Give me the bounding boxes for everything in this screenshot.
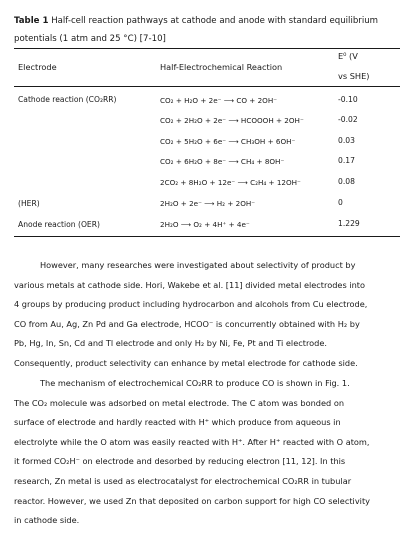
body-paragraph-1 [14, 256, 400, 374]
table-row-6-potential: 0 [338, 198, 343, 207]
table-row-5-potential: 0.08 [338, 177, 355, 186]
table-row-6-reaction: 2H₂O + 2e⁻ ⟶ H₂ + 2OH⁻ [160, 199, 256, 208]
table-row-1-potential: -0.10 [338, 95, 358, 104]
table-row-7-electrode: Anode reaction (OER) [18, 220, 100, 229]
table-header-rule [14, 86, 400, 87]
table-row-3-potential: 0.03 [338, 136, 355, 145]
header-reaction: Half-Electrochemical Reaction [160, 62, 283, 72]
paragraph-1-line-6: Consequently, product selectivity can enhance by metal electrode for cathode side. [14, 357, 358, 368]
table-row-1-electrode: Cathode reaction (CO₂RR) [18, 95, 117, 104]
paragraph-2-line-8: in cathode side. [14, 515, 80, 526]
table-row-7-potential: 1.229 [338, 219, 360, 228]
header-electrode: Electrode [18, 62, 57, 72]
table-row-3-reaction: CO₂ + 5H₂O + 6e⁻ ⟶ CH₃OH + 6OH⁻ [160, 137, 296, 146]
table-row-4-reaction: CO₂ + 6H₂O + 8e⁻ ⟶ CH₄ + 8OH⁻ [160, 157, 285, 166]
paragraph-1-line-5: Pb, Hg, In, Sn, Cd and Tl electrode and only H₂ by Ni, Fe, Pt and Ti electrode. [14, 338, 327, 349]
table-caption-text-2: potentials (1 atm and 25 °C) [7-10] [14, 34, 166, 44]
table-bottom-rule [14, 236, 400, 237]
header-potential-1: E⁰ (V [338, 51, 358, 61]
paragraph-1-line-3: 4 groups by producing product including hydrocarbon and alcohols from Cu electrode, [14, 299, 368, 310]
table-row-7-reaction: 2H₂O ⟶ O₂ + 4H⁺ + 4e⁻ [160, 220, 250, 229]
paragraph-2-line-5: it formed CO₂H⁻ on electrode and desorbed by reducing electron [11, 12]. In this [14, 456, 346, 467]
table-caption-text-1: Half-cell reaction pathways at cathode and anode with standard equilibrium [51, 16, 379, 26]
paragraph-2-line-1: The mechanism of electrochemical CO₂RR to produce CO is shown in Fig. 1. [40, 378, 350, 388]
table-row-2-reaction: CO₂ + 2H₂O + 2e⁻ ⟶ HCOOOH + 2OH⁻ [160, 116, 304, 125]
paragraph-2-line-2: The CO₂ molecule was adsorbed on metal electrode. The C atom was bonded on [14, 397, 345, 408]
body-paragraph-2 [14, 374, 400, 531]
table-caption-label: Table 1 [14, 16, 49, 26]
table-row-2-potential: -0.02 [338, 115, 358, 124]
table-top-rule [14, 48, 400, 49]
table-row-1-reaction: CO₂ + H₂O + 2e⁻ ⟶ CO + 2OH⁻ [160, 96, 278, 105]
paragraph-2-line-3: surface of electrode and hardly reacted with H⁺ which produce from aqueous in [14, 417, 341, 428]
paragraph-2-line-6: research, Zn metal is used as electrocatalyst for electrochemical CO₂RR in tubular [14, 475, 352, 486]
table-caption [14, 12, 400, 48]
paragraph-2-line-7: reactor. However, we used Zn that deposited on carbon support for high CO selectivity [14, 495, 370, 506]
table-row-4-potential: 0.17 [338, 156, 355, 165]
table-row-6-electrode: (HER) [18, 199, 40, 208]
paragraph-1-line-2: various metals at cathode side. Hori, Wakebe et al. [11] divided metal electrodes into [14, 279, 365, 290]
paragraph-2-line-4: electrolyte while the O atom was easily reacted with H⁺. After H⁺ reacted with O atom, [14, 436, 370, 447]
table-row-5-reaction: 2CO₂ + 8H₂O + 12e⁻ ⟶ C₂H₄ + 12OH⁻ [160, 178, 301, 187]
paragraph-1-line-1: However, many researches were investigated about selectivity of product by [40, 260, 356, 270]
header-potential-2: vs SHE) [338, 71, 370, 81]
paragraph-1-line-4: CO from Au, Ag, Zn Pd and Ga electrode, HCOO⁻ is concurrently obtained with H₂ by [14, 318, 360, 329]
